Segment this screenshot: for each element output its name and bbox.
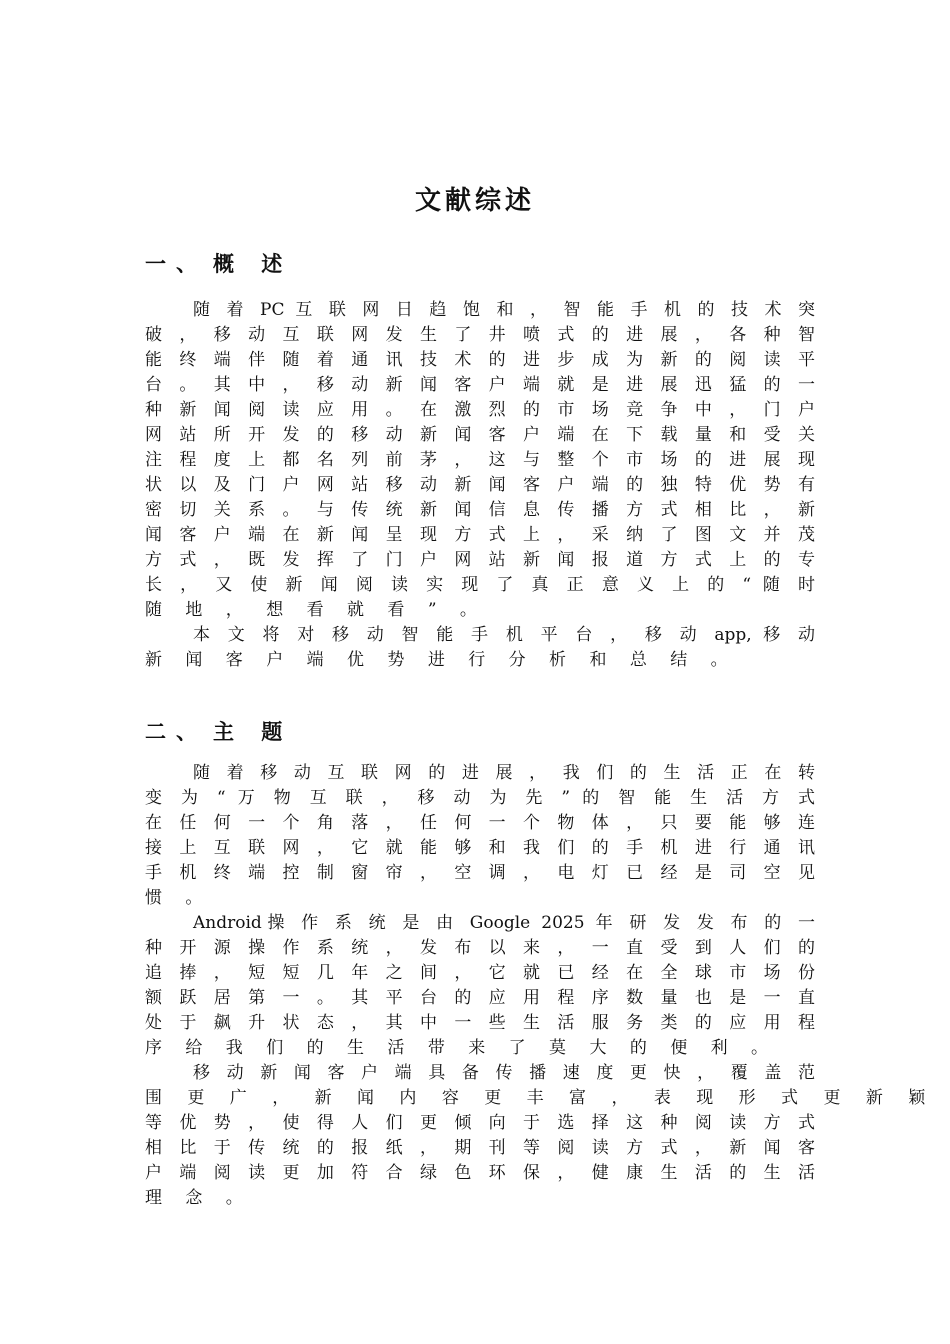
text-line: 移 动 新 闻 客 户 端 具 备 传 播 速 度 更 快 ， 覆 盖 范	[193, 1063, 815, 1083]
section-number: 一、	[145, 252, 207, 276]
paragraph	[145, 298, 815, 623]
text-line: 状 以 及 门 户 网 站 移 动 新 闻 客 户 端 的 独 特 优 势 有	[145, 475, 815, 495]
text-line: 额 跃 居 第 一 。 其 平 台 的 应 用 程 序 数 量 也 是 一 直	[145, 988, 815, 1008]
text-line: 新 闻 客 户 端 优 势 进 行 分 析 和 总 结 。	[145, 650, 737, 670]
text-line: 网 站 所 开 发 的 移 动 新 闻 客 户 端 在 下 载 量 和 受 关	[145, 425, 815, 445]
section-title: 主 题	[213, 720, 293, 744]
section-title: 概 述	[213, 252, 293, 276]
text-line: 注 程 度 上 都 名 列 前 茅 ， 这 与 整 个 市 场 的 进 展 现	[145, 450, 815, 470]
text-line: 方 式 ， 既 发 挥 了 门 户 网 站 新 闻 报 道 方 式 上 的 专	[145, 550, 815, 570]
text-line: 破 ， 移 动 互 联 网 发 生 了 井 喷 式 的 进 展 ， 各 种 智	[145, 325, 815, 345]
paragraph	[145, 1061, 936, 1211]
text-line: 能 终 端 伴 随 着 通 讯 技 术 的 进 步 成 为 新 的 阅 读 平	[145, 350, 815, 370]
text-line: 户 端 阅 读 更 加 符 合 绿 色 环 保 ， 健 康 生 活 的 生 活	[145, 1163, 815, 1183]
section-body-overview	[145, 298, 815, 673]
text-line: 长 ， 又 使 新 闻 阅 读 实 现 了 真 正 意 义 上 的 “ 随 时	[145, 575, 815, 595]
text-line: 闻 客 户 端 在 新 闻 呈 现 方 式 上 ， 采 纳 了 图 文 并 茂	[145, 525, 815, 545]
text-line: 在 任 何 一 个 角 落 ， 任 何 一 个 物 体 ， 只 要 能 够 连	[145, 813, 815, 833]
text-line: Android操 作 系 统 是 由 Google 2025 年 研 发 发 布 的 一	[193, 913, 815, 933]
text-line: 变 为 “ 万 物 互 联 ， 移 动 为 先 ” 的 智 能 生 活 方 式	[145, 788, 815, 808]
text-line: 随 着 PC 互 联 网 日 趋 饱 和 ， 智 能 手 机 的 技 术 突	[193, 300, 815, 320]
text-line: 密 切 关 系 。 与 传 统 新 闻 信 息 传 播 方 式 相 比 ， 新	[145, 500, 815, 520]
text-line: 等 优 势 ， 使 得 人 们 更 倾 向 于 选 择 这 种 阅 读 方 式	[145, 1113, 815, 1133]
text-line: 围 更 广 ， 新 闻 内 容 更 丰 富 ， 表 现 形 式 更 新 颖	[145, 1088, 936, 1108]
text-line: 种 新 闻 阅 读 应 用 。 在 激 烈 的 市 场 竞 争 中 ， 门 户	[145, 400, 815, 420]
text-line: 理 念 。	[145, 1188, 252, 1208]
text-line: 手 机 终 端 控 制 窗 帘 ， 空 调 ， 电 灯 已 经 是 司 空 见	[145, 863, 815, 883]
text-line: 相 比 于 传 统 的 报 纸 ， 期 刊 等 阅 读 方 式 ， 新 闻 客	[145, 1138, 815, 1158]
text-line: 随 地 ， 想 看 就 看 ” 。	[145, 600, 486, 620]
section-body-topic	[145, 761, 936, 1211]
text-line: 接 上 互 联 网 ， 它 就 能 够 和 我 们 的 手 机 进 行 通 讯	[145, 838, 815, 858]
paragraph	[145, 911, 815, 1061]
text-line: 追 捧 ， 短 短 几 年 之 间 ， 它 就 已 经 在 全 球 市 场 份	[145, 963, 815, 983]
section-heading-topic	[145, 716, 292, 746]
text-line: 惯 。	[145, 888, 212, 908]
paragraph	[145, 761, 815, 911]
page-title: 文献综述	[414, 186, 535, 216]
section-number: 二、	[145, 720, 207, 744]
paragraph	[145, 623, 815, 673]
text-line: 序 给 我 们 的 生 活 带 来 了 莫 大 的 便 利 。	[145, 1038, 778, 1058]
section-heading-overview	[145, 248, 292, 278]
text-line: 台 。 其 中 ， 移 动 新 闻 客 户 端 就 是 进 展 迅 猛 的 一	[145, 375, 815, 395]
text-line: 本 文 将 对 移 动 智 能 手 机 平 台 ， 移 动 app, 移 动	[193, 625, 815, 645]
text-line: 处 于 飙 升 状 态 ， 其 中 一 些 生 活 服 务 类 的 应 用 程	[145, 1013, 815, 1033]
text-line: 随 着 移 动 互 联 网 的 进 展 ， 我 们 的 生 活 正 在 转	[193, 763, 815, 783]
text-line: 种 开 源 操 作 系 统 ， 发 布 以 来 ， 一 直 受 到 人 们 的	[145, 938, 815, 958]
